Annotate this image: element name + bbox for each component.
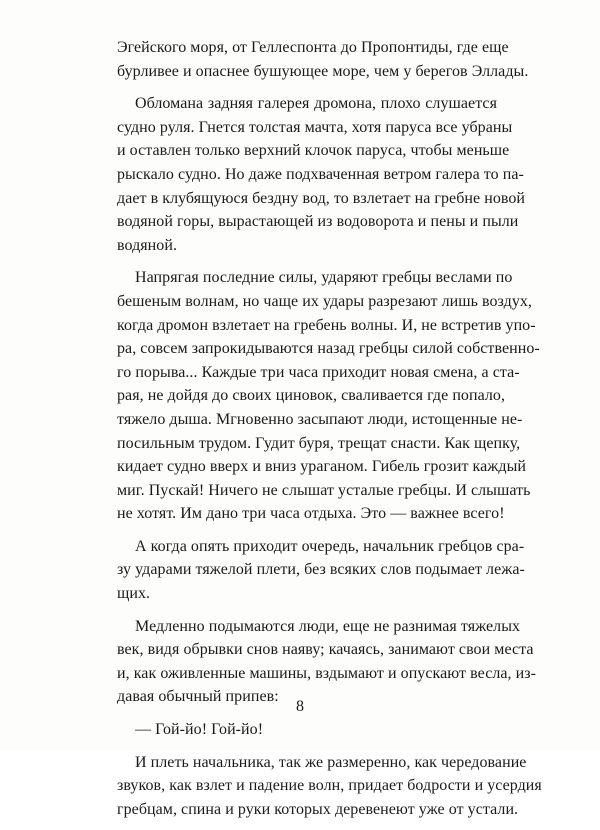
text-line: посильным трудом. Гудит буря, трещат снасти. Как щепку, [117,434,521,452]
text-line: И плеть начальника, так же размеренно, как чередование [135,753,527,771]
text-line: зу ударами тяжелой плети, без всяких слов подымает лежа- [117,561,525,579]
paragraph [117,92,526,257]
text-line: рая, не дойдя до своих циновок, сваливается где попало, [117,387,506,405]
text-line: — Гой-йо! Гой-йо! [135,721,264,739]
text-line: миг. Пускай! Ничего не слышат усталые гребцы. И слышать [117,481,531,499]
text-line: тяжело дыша. Мгновенно засыпают люди, истощенные не- [117,410,523,428]
paragraph [117,718,497,742]
paragraph [117,36,529,83]
text-line: гребцам, спина и руки которых деревенеют уже от устали. [117,800,519,818]
paragraph [117,266,540,526]
text-line: А когда опять приходит очередь, начальник гребцов сра- [135,537,525,555]
text-line: бурливее и опаснее бушующее море, чем у берегов Эллады. [117,62,529,80]
text-line: судно руля. Гнется толстая мачта, хотя паруса все убраны [117,118,513,136]
text-line: бешеным волнам, но чаще их удары разрезают лишь воздух, [117,292,532,310]
text-line: го порыва... Каждые три часа приходит новая смена, а ста- [117,363,520,381]
text-line: ра, совсем запрокидываются назад гребцы силой собственно- [117,340,540,358]
text-line: рыскало судно. Но даже подхваченная ветром галера то па- [117,165,524,183]
text-line: Обломана задняя галерея дромона, плохо слушается [135,95,497,113]
text-line: кидает судно вверх и вниз ураганом. Гибель грозит каждый [117,458,526,476]
text-line: водяной горы, вырастающей из водоворота и пены и пыли [117,213,519,231]
text-line: век, видя обрывки снов наяву; качаясь, занимают свои места [117,641,534,659]
text-line: Напрягая последние силы, ударяют гребцы веслами по [135,269,513,287]
paragraph [117,535,525,606]
page-number: 8 [296,698,304,715]
text-line: Медленно подымаются люди, еще не разнимая тяжелых [135,617,521,635]
paragraph [117,751,542,822]
paragraph [117,615,536,709]
text-line: водяной. [117,236,178,254]
text-line: давая обычный припев: [117,688,279,706]
text-line: щих. [117,585,151,603]
text-line: звуков, как взлет и падение волн, придает бодрости и усердия [117,777,542,795]
text-line: и, как оживленные машины, вздымают и опускают весла, из- [117,664,536,682]
text-line: не хотят. Им дано три часа отдыха. Это — важнее всего! [117,505,505,523]
text-line: когда дромон взлетает на гребень волны. И, не встретив упо- [117,316,536,334]
text-line: дает в клубящуюся бездну вод, то взлетает на гребне новой [117,189,526,207]
text-line: и оставлен только верхний клочок паруса, чтобы меньше [117,142,510,160]
text-line: Эгейского моря, от Геллеспонта до Пропонтиды, где еще [117,39,509,56]
